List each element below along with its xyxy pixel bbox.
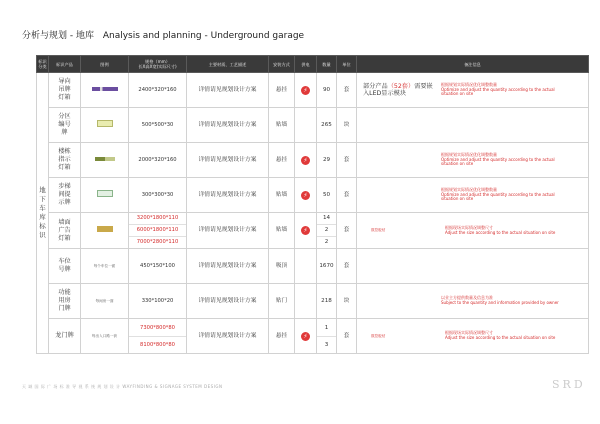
power-cell bbox=[295, 143, 317, 178]
note-process: 数控板钻 bbox=[371, 333, 386, 338]
dim-cell bbox=[129, 108, 187, 143]
table-row bbox=[37, 108, 589, 143]
legend-cell bbox=[81, 143, 129, 178]
qty-value: 14 bbox=[317, 213, 336, 225]
product-name bbox=[49, 319, 81, 354]
note-highlight: （52套） bbox=[387, 82, 415, 90]
srd-logo: SRD bbox=[552, 378, 586, 391]
power-cell bbox=[295, 249, 317, 284]
qty-value: 2 bbox=[317, 225, 336, 237]
note-cell bbox=[357, 284, 589, 319]
dim-value: 2000*320*160 bbox=[138, 156, 177, 163]
product-name bbox=[49, 249, 81, 284]
install-cell: 悬挂 bbox=[269, 73, 295, 108]
legend-cell bbox=[81, 178, 129, 213]
title-cn: 分析与规划 - 地库 bbox=[22, 31, 94, 41]
lightning-power-icon: ⚡ bbox=[301, 156, 310, 165]
dim-value: 2400*320*160 bbox=[138, 86, 177, 93]
col-header: 供电 bbox=[295, 56, 317, 73]
title-en: Analysis and planning - Underground garage bbox=[102, 31, 305, 41]
product-name-text: 龙门牌 bbox=[55, 332, 74, 339]
legend-cell bbox=[81, 73, 129, 108]
install-cell: 贴墙 bbox=[269, 178, 295, 213]
unit-cell: 套 bbox=[337, 143, 357, 178]
dim-subheader: 长X高X宽(实际尺寸) bbox=[138, 64, 177, 69]
sign-thumbnail bbox=[92, 87, 118, 91]
col-header: 数量 bbox=[317, 56, 337, 73]
category-label: 地下车库标识 bbox=[39, 186, 46, 239]
material-cell: 详情请见规划设计方案 bbox=[187, 73, 269, 108]
col-header: 备注信息 bbox=[357, 56, 589, 73]
dim-cell bbox=[129, 73, 187, 108]
legend-text: 每个车位一面 bbox=[93, 263, 116, 268]
col-header: 单位 bbox=[337, 56, 357, 73]
lightning-power-icon: ⚡ bbox=[301, 332, 310, 341]
table-row bbox=[37, 319, 589, 354]
note-red-en: Adjust the size according to the actual situation on site bbox=[445, 229, 556, 235]
dim-value: 6000*1800*110 bbox=[129, 225, 186, 237]
table-row bbox=[37, 178, 589, 213]
sign-thumbnail bbox=[97, 120, 113, 127]
note-red-en: Optimize and adjust the quantity according to the actual situation on site bbox=[441, 156, 555, 167]
install-cell: 贴墙 bbox=[269, 213, 295, 249]
table-row bbox=[37, 284, 589, 319]
lightning-power-icon: ⚡ bbox=[301, 226, 310, 235]
power-cell bbox=[295, 284, 317, 319]
qty-cell: 90 bbox=[317, 73, 337, 108]
col-header: 图例 bbox=[81, 56, 129, 73]
note-red: 以业主方提供数量及信息为准 bbox=[441, 295, 493, 301]
material-cell: 详情请见规划设计方案 bbox=[187, 319, 269, 354]
qty-value: 3 bbox=[324, 341, 329, 348]
dim-value: 330*100*20 bbox=[141, 297, 174, 304]
qty-cell: 1670 bbox=[317, 249, 337, 284]
install-cell: 悬挂 bbox=[269, 319, 295, 354]
dim-value: 450*150*100 bbox=[140, 262, 175, 269]
note-red: 根据现场实际情况调整尺寸 bbox=[445, 224, 493, 230]
note-red: 根据现场实际情况调整尺寸 bbox=[445, 330, 493, 336]
category-cell bbox=[37, 73, 49, 354]
product-name-text: 导向吊牌灯箱 bbox=[58, 78, 71, 101]
product-name-text: 功能用房门牌 bbox=[58, 289, 71, 312]
qty-cell: 265 bbox=[317, 108, 337, 143]
table-header bbox=[37, 56, 589, 73]
col-header: 标识产品 bbox=[49, 56, 81, 73]
dim-value: 3200*1800*110 bbox=[129, 213, 186, 225]
unit-cell: 套 bbox=[337, 73, 357, 108]
unit-cell: 套 bbox=[337, 319, 357, 354]
note-red-en: Optimize and adjust the quantity according to the actual situation on site bbox=[441, 86, 555, 97]
unit-cell: 块 bbox=[337, 108, 357, 143]
power-cell bbox=[295, 319, 317, 354]
product-name-text: 楼栋指示灯箱 bbox=[58, 148, 71, 171]
legend-cell bbox=[81, 249, 129, 284]
product-name bbox=[49, 108, 81, 143]
power-cell bbox=[295, 178, 317, 213]
power-cell bbox=[295, 108, 317, 143]
table-row bbox=[37, 143, 589, 178]
product-name-text: 车位号牌 bbox=[58, 258, 71, 273]
note-led bbox=[363, 83, 437, 98]
material-cell: 详情请见规划设计方案 bbox=[187, 284, 269, 319]
legend-cell bbox=[81, 319, 129, 354]
material-cell: 详情请见规划设计方案 bbox=[187, 249, 269, 284]
legend-text: 每出入口路一套 bbox=[91, 333, 118, 338]
lightning-power-icon: ⚡ bbox=[301, 86, 310, 95]
unit-cell: 套 bbox=[337, 213, 357, 249]
note-cell bbox=[357, 178, 589, 213]
col-header: 标识分类 bbox=[37, 56, 49, 73]
lightning-power-icon: ⚡ bbox=[301, 191, 310, 200]
note-cell bbox=[357, 73, 589, 108]
qty-cell: 218 bbox=[317, 284, 337, 319]
product-name bbox=[49, 178, 81, 213]
note-cell bbox=[357, 249, 589, 284]
qty-value: 2 bbox=[324, 239, 329, 245]
dim-header: 规格（mm） bbox=[145, 59, 170, 64]
signage-table bbox=[36, 55, 589, 354]
qty-cell bbox=[317, 319, 337, 354]
page-footer: 天 域 国 际 广 场 标 准 导 视 系 统 规 划 设 计 WAYFINDING & SIGNAGE SYSTEM DESIGN bbox=[22, 384, 223, 389]
dim-cell bbox=[129, 284, 187, 319]
table-row bbox=[37, 73, 589, 108]
dim-cell bbox=[129, 213, 187, 249]
dim-value: 500*500*30 bbox=[141, 121, 174, 128]
product-name-text: 分区编号牌 bbox=[58, 113, 71, 136]
note-suffix: 需要嵌入LED显示模块 bbox=[363, 82, 433, 97]
note-cell bbox=[357, 319, 589, 354]
install-cell: 吸顶 bbox=[269, 249, 295, 284]
dim-value: 8100*800*80 bbox=[140, 341, 175, 348]
power-cell bbox=[295, 73, 317, 108]
product-name-text: 步梯间提示牌 bbox=[58, 183, 71, 206]
note-cell bbox=[357, 213, 589, 249]
note-process: 数控板钻 bbox=[371, 228, 386, 232]
note-prefix: 部分产品 bbox=[363, 82, 388, 90]
install-cell: 贴墙 bbox=[269, 108, 295, 143]
note-red: 根据规划实际情况优化调整数量 bbox=[441, 151, 497, 157]
unit-cell: 套 bbox=[337, 178, 357, 213]
product-name bbox=[49, 284, 81, 319]
unit-cell: 块 bbox=[337, 284, 357, 319]
product-name bbox=[49, 73, 81, 108]
table-row bbox=[37, 249, 589, 284]
legend-text: 每间房一面 bbox=[95, 298, 114, 303]
install-cell: 贴门 bbox=[269, 284, 295, 319]
note-cell bbox=[357, 143, 589, 178]
product-name bbox=[49, 143, 81, 178]
material-cell: 详情请见规划设计方案 bbox=[187, 108, 269, 143]
note-red-en: Adjust the size according to the actual situation on site bbox=[445, 335, 556, 340]
sign-thumbnail bbox=[95, 157, 115, 161]
qty-value: 1 bbox=[317, 320, 336, 337]
qty-cell: 50 bbox=[317, 178, 337, 213]
legend-cell bbox=[81, 213, 129, 249]
install-cell: 悬挂 bbox=[269, 143, 295, 178]
legend-cell bbox=[81, 284, 129, 319]
note-red-en: Subject to the quantity and information provided by owner bbox=[441, 300, 559, 305]
dim-cell bbox=[129, 178, 187, 213]
note-red: 根据规划实际情况优化调整数量 bbox=[441, 186, 497, 192]
sign-thumbnail bbox=[97, 190, 113, 197]
sign-thumbnail bbox=[97, 226, 113, 232]
dim-cell bbox=[129, 319, 187, 354]
dim-value: 7000*2800*110 bbox=[136, 239, 179, 245]
dim-value: 7300*800*80 bbox=[129, 320, 186, 337]
dim-value: 300*300*30 bbox=[141, 191, 174, 198]
product-name bbox=[49, 213, 81, 249]
note-cell bbox=[357, 108, 589, 143]
unit-cell: 套 bbox=[337, 249, 357, 284]
power-cell bbox=[295, 213, 317, 249]
material-cell: 详情请见规划设计方案 bbox=[187, 213, 269, 249]
dim-cell bbox=[129, 249, 187, 284]
col-header: 安装方式 bbox=[269, 56, 295, 73]
qty-cell: 29 bbox=[317, 143, 337, 178]
note-red-en: Optimize and adjust the quantity according to the actual situation on site bbox=[441, 191, 555, 202]
qty-cell bbox=[317, 213, 337, 249]
product-name-text: 墙面广告灯箱 bbox=[58, 218, 71, 242]
page-title bbox=[22, 28, 304, 41]
dim-cell bbox=[129, 143, 187, 178]
table-row bbox=[37, 213, 589, 249]
col-header: 主要材质、工艺描述 bbox=[187, 56, 269, 73]
material-cell: 详情请见规划设计方案 bbox=[187, 143, 269, 178]
legend-cell bbox=[81, 108, 129, 143]
col-header-dims bbox=[129, 56, 187, 73]
material-cell: 详情请见规划设计方案 bbox=[187, 178, 269, 213]
note-red: 根据规划实际情况优化调整数量 bbox=[441, 81, 497, 87]
